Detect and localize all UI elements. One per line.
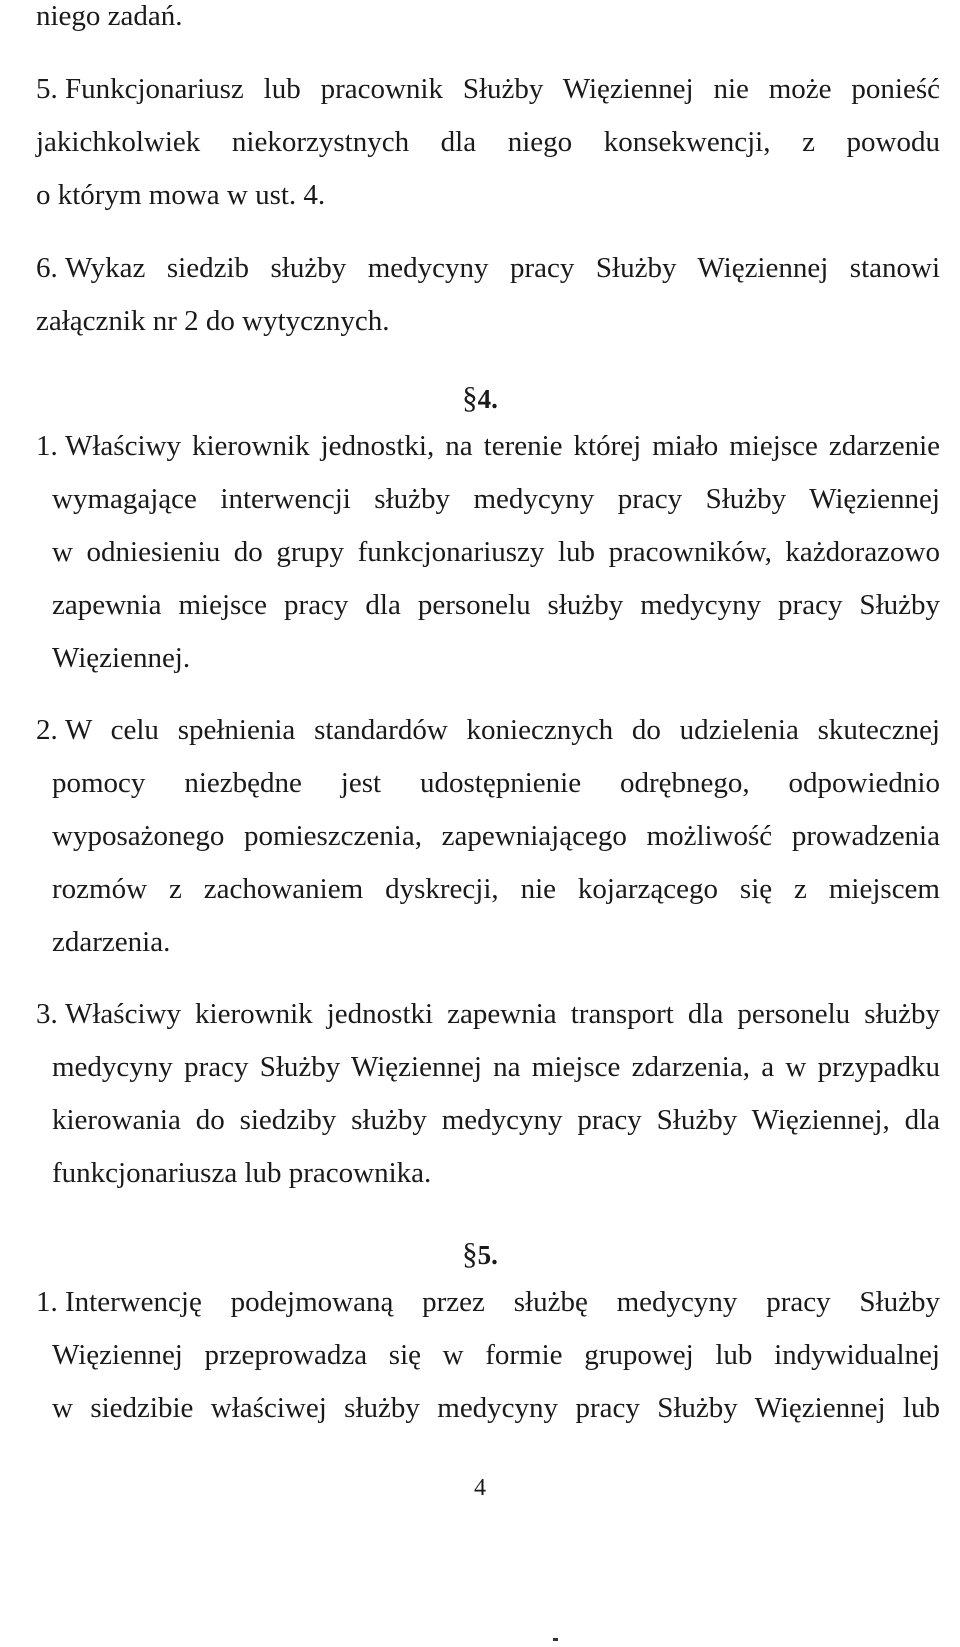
text-line: Właściwy kierownik jednostki, na terenie której miało miejsce zdarzenie <box>65 430 940 462</box>
list-number: 5. <box>36 73 58 105</box>
list-number: 1. <box>36 430 58 462</box>
section-number: 5. <box>477 1240 498 1270</box>
section-sign: § <box>462 380 478 415</box>
text-line: Właściwy kierownik jednostki zapewnia transport dla personelu służby <box>65 998 940 1030</box>
text-line: kierowania do siedziby służby medycyny pracy Służby Więziennej, dla <box>52 1104 940 1136</box>
text-line: wymagające interwencji służby medycyny pracy Służby Więziennej <box>52 483 940 515</box>
text-line: załącznik nr 2 do wytycznych. <box>36 305 390 337</box>
text-line: Interwencję podejmowaną przez służbę medycyny pracy Służby <box>65 1286 940 1318</box>
text-line: pomocy niezbędne jest udostępnienie odrębnego, odpowiednio <box>52 767 940 799</box>
section-sign: § <box>462 1236 478 1271</box>
text-line: funkcjonariusza lub pracownika. <box>52 1157 432 1189</box>
section-number: 4. <box>477 384 498 414</box>
list-number: 6. <box>36 252 58 284</box>
text-line: Funkcjonariusz lub pracownik Służby Więziennej nie może ponieść <box>65 73 940 105</box>
text-line: w odniesieniu do grupy funkcjonariuszy lub pracowników, każdorazowo <box>52 536 940 568</box>
section-heading <box>0 1236 960 1273</box>
text-line: w siedzibie właściwej służby medycyny pracy Służby Więziennej lub <box>52 1392 940 1424</box>
text-line: o którym mowa w ust. 4. <box>36 179 326 211</box>
text-line: medycyny pracy Służby Więziennej na miejsce zdarzenia, a w przypadku <box>52 1051 940 1083</box>
text-line: wyposażonego pomieszczenia, zapewniającego możliwość prowadzenia <box>52 820 940 852</box>
text-line: zdarzenia. <box>52 926 171 958</box>
text-line: zapewnia miejsce pracy dla personelu służby medycyny pracy Służby <box>52 589 940 621</box>
list-number: 3. <box>36 998 58 1030</box>
section-heading <box>0 380 960 417</box>
list-number: 2. <box>36 714 58 746</box>
text-line: jakichkolwiek niekorzystnych dla niego konsekwencji, z powodu <box>36 126 940 158</box>
scan-mark <box>553 1638 558 1641</box>
list-number: 1. <box>36 1286 58 1318</box>
text-line: Więziennej. <box>52 642 191 674</box>
text-line: rozmów z zachowaniem dyskrecji, nie kojarzącego się z miejscem <box>52 873 940 905</box>
text-line: Więziennej przeprowadza się w formie grupowej lub indywidualnej <box>52 1339 940 1371</box>
text-line: W celu spełnienia standardów koniecznych do udzielenia skutecznej <box>65 714 940 746</box>
text-line: niego zadań. <box>36 0 183 32</box>
text-line: Wykaz siedzib służby medycyny pracy Służby Więziennej stanowi <box>65 252 940 284</box>
page-number: 4 <box>474 1475 486 1501</box>
